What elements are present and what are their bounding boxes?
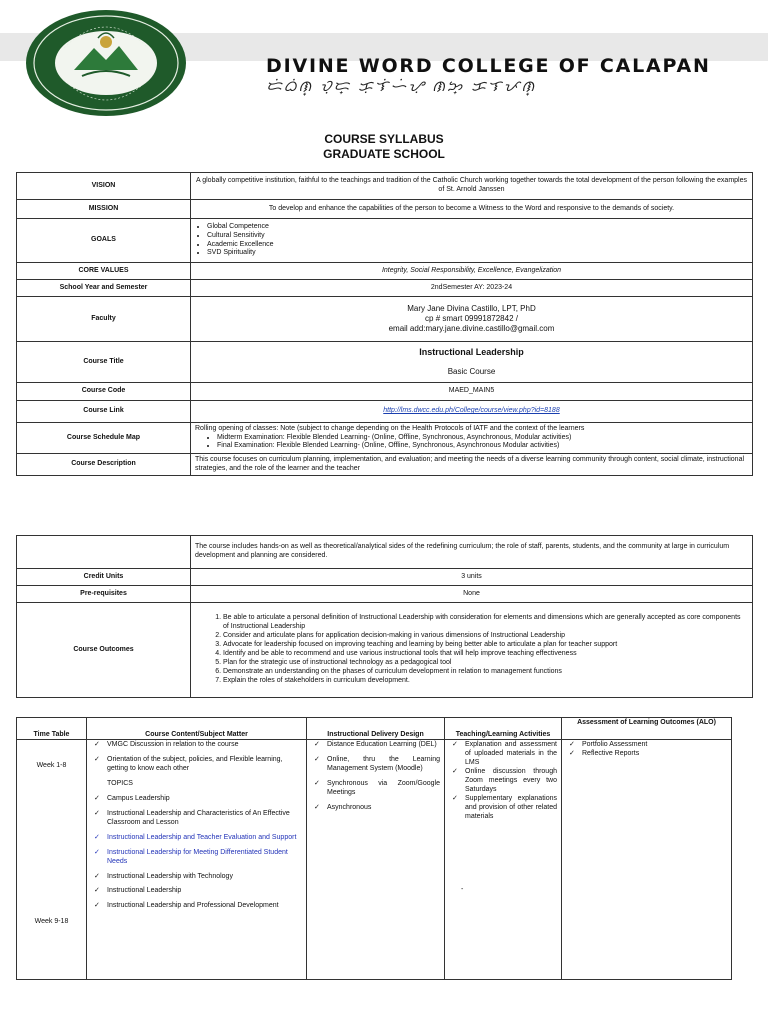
content-list	[91, 741, 302, 911]
course-code-label: Course Code	[17, 383, 191, 401]
faculty-email: email add:mary.jane.divine.castillo@gmail.com	[388, 324, 555, 334]
outcome-item: 2. Consider and articulate plans for application decision-making in various dimensions of Instructional Leadership	[223, 632, 748, 641]
goals-label: GOALS	[17, 219, 191, 263]
delivery-cell	[307, 740, 445, 980]
schedule-intro: Rolling opening of classes: Note (subject to change depending on the Health Protocols of IATF and the context of the learners	[195, 424, 585, 432]
school-year-label: School Year and Semester	[17, 280, 191, 297]
college-seal-icon	[24, 8, 188, 118]
delivery-item: ✓ Distance Education Learning (DEL)	[311, 741, 440, 750]
mission-text: To develop and enhance the capabilities of the person to become a Witness to the Word and responsive to the demands of society.	[191, 200, 753, 219]
timetable-cell	[17, 740, 87, 980]
outcome-item: 1. Be able to articulate a personal definition of Instructional Leadership with consideration for elements and dimensions which are generally accepted as core components of Instructional Leadership	[223, 614, 748, 632]
content-cell	[87, 740, 307, 980]
outcomes-label: Course Outcomes	[17, 603, 191, 698]
vision-label: VISION	[17, 173, 191, 200]
content-item: ✓ Orientation of the subject, policies, and Flexible learning, getting to know each other	[91, 756, 302, 774]
college-name: DIVINE WORD COLLEGE OF CALAPAN	[266, 55, 711, 77]
goal-item: • SVD Spirituality	[207, 249, 748, 258]
week-1-8: Week 1-8	[36, 762, 67, 769]
content-item: ✓ Instructional Leadership and Professional Development	[91, 902, 302, 911]
course-details-table	[16, 535, 753, 698]
schedule-item: • Midterm Examination: Flexible Blended Learning- (Online, Offline, Synchronous, Asynchronous, Modular activities)	[217, 434, 748, 443]
prerequisites-label: Pre-requisites	[17, 586, 191, 603]
course-link[interactable]: http://lms.dwcc.edu.ph/College/course/view.php?id=8188	[383, 407, 560, 415]
description-continued: The course includes hands-on as well as theoretical/analytical sides of the redefining curriculum; the role of staff, parents, students, and the community at large in curriculum development and planning are considered.	[191, 536, 753, 569]
syllabus-info-table	[16, 172, 753, 476]
syllabus-title: COURSE SYLLABUS	[324, 132, 444, 146]
course-title-label: Course Title	[17, 342, 191, 383]
core-values-label: CORE VALUES	[17, 263, 191, 280]
schedule-list	[195, 434, 748, 452]
outcome-item: 4. Identify and be able to recommend and use various instructional tools that will help improve teaching effectiveness	[223, 650, 748, 659]
content-item: ✓ Instructional Leadership with Technology	[91, 873, 302, 882]
delivery-item: ✓ Asynchronous	[311, 804, 440, 813]
activity-dot: -	[461, 886, 464, 893]
content-item: ✓ Instructional Leadership and Characteristics of An Effective Classroom and Lesson	[91, 810, 302, 828]
faculty-label: Faculty	[17, 297, 191, 342]
prerequisites-value: None	[191, 586, 753, 603]
course-link-cell	[191, 401, 753, 423]
course-title-cell	[191, 342, 753, 383]
credit-units-value: 3 units	[191, 569, 753, 586]
graduate-school-title: GRADUATE SCHOOL	[323, 147, 445, 161]
outcomes-list	[195, 614, 748, 686]
week-9-18: Week 9-18	[34, 918, 69, 925]
outcome-item: 3. Advocate for leadership focused on improving teaching and learning by being better able to articulate a plan for teacher support	[223, 641, 748, 650]
course-title: Instructional Leadership	[419, 347, 524, 358]
topics-heading: TOPICS	[107, 779, 133, 787]
outcome-item: 7. Explain the roles of stakeholders in curriculum development.	[223, 677, 748, 686]
course-level: Basic Course	[447, 366, 496, 376]
goal-item: • Cultural Sensitivity	[207, 232, 748, 241]
assessment-list	[566, 741, 727, 759]
outcome-item: 6. Demonstrate an understanding on the phases of curriculum development in relation to management functions	[223, 668, 748, 677]
activities-cell	[445, 740, 562, 980]
activities-list	[449, 741, 557, 822]
goals-list-cell	[191, 219, 753, 263]
mission-label: MISSION	[17, 200, 191, 219]
goal-item: • Global Competence	[207, 223, 748, 232]
faculty-name: Mary Jane Divina Castillo, LPT, PhD	[407, 303, 536, 313]
assessment-item: ✓ Portfolio Assessment	[566, 741, 727, 750]
assessment-header: Assessment of Learning Outcomes (ALO)	[562, 718, 732, 740]
content-item: ✓ Campus Leadership	[91, 795, 302, 804]
core-values-text: Integrity, Social Responsibility, Excellence, Evangelization	[191, 263, 753, 280]
schedule-label: Course Schedule Map	[17, 423, 191, 454]
delivery-header: Instructional Delivery Design	[307, 718, 445, 740]
outcomes-cell	[191, 603, 753, 698]
description-continued-label	[17, 536, 191, 569]
course-link-label: Course Link	[17, 401, 191, 423]
schedule-cell	[191, 423, 753, 454]
content-header: Course Content/Subject Matter	[87, 718, 307, 740]
assessment-cell	[562, 740, 732, 980]
schedule-item: • Final Examination: Flexible Blended Learning- (Online, Offline, Synchronous, Asynchronous Modular activities)	[217, 442, 748, 451]
activity-item: ✓ Online discussion through Zoom meetings every two Saturdays	[449, 768, 557, 795]
college-name-script: ᜇᜒᜊᜒᜈ᜔ ᜏᜓᜇ᜔ ᜃᜓᜎᜒᜑᜒᜌᜓ ᜈᜅ᜔ ᜃᜎᜉᜈ᜔	[266, 77, 537, 95]
content-item: ✓ Instructional Leadership	[91, 887, 302, 896]
activity-item: ✓ Supplementary explanations and provision of other related materials	[449, 795, 557, 822]
delivery-item: ✓ Online, thru the Learning Management System (Moodle)	[311, 756, 440, 774]
outcome-item: 5. Plan for the strategic use of instructional technology as a pedagogical tool	[223, 659, 748, 668]
faculty-info	[191, 297, 753, 342]
goals-list	[195, 223, 748, 259]
credit-units-label: Credit Units	[17, 569, 191, 586]
time-table-header: Time Table	[17, 718, 87, 740]
delivery-item: ✓ Synchronous via Zoom/Google Meetings	[311, 780, 440, 798]
vision-text: A globally competitive institution, faithful to the teachings and tradition of the Catholic Church working together towards the total development of the person following the examples of St. Arnold Janssen	[191, 173, 753, 200]
delivery-list	[311, 741, 440, 813]
description-label: Course Description	[17, 454, 191, 476]
faculty-phone: cp # smart 09991872842 /	[425, 313, 518, 323]
content-item: ✓ Instructional Leadership and Teacher Evaluation and Support	[91, 834, 302, 843]
activities-header: Teaching/Learning Activities	[445, 718, 562, 740]
course-plan-table	[16, 717, 732, 980]
description-text: This course focuses on curriculum planning, implementation, and evaluation; and meeting the needs of a diverse learning community through content, social climate, instructional strategies, and the role of the learner and the teacher	[191, 454, 753, 476]
course-code: MAED_MAIN5	[191, 383, 753, 401]
content-item: ✓ Instructional Leadership for Meeting Differentiated Student Needs	[91, 849, 302, 867]
assessment-item: ✓ Reflective Reports	[566, 750, 727, 759]
activity-item: ✓ Explanation and assessment of uploaded materials in the LMS	[449, 741, 557, 768]
content-item: ✓ VMGC Discussion in relation to the course	[91, 741, 302, 750]
school-year-value: 2ndSemester AY: 2023-24	[191, 280, 753, 297]
goal-item: • Academic Excellence	[207, 241, 748, 250]
